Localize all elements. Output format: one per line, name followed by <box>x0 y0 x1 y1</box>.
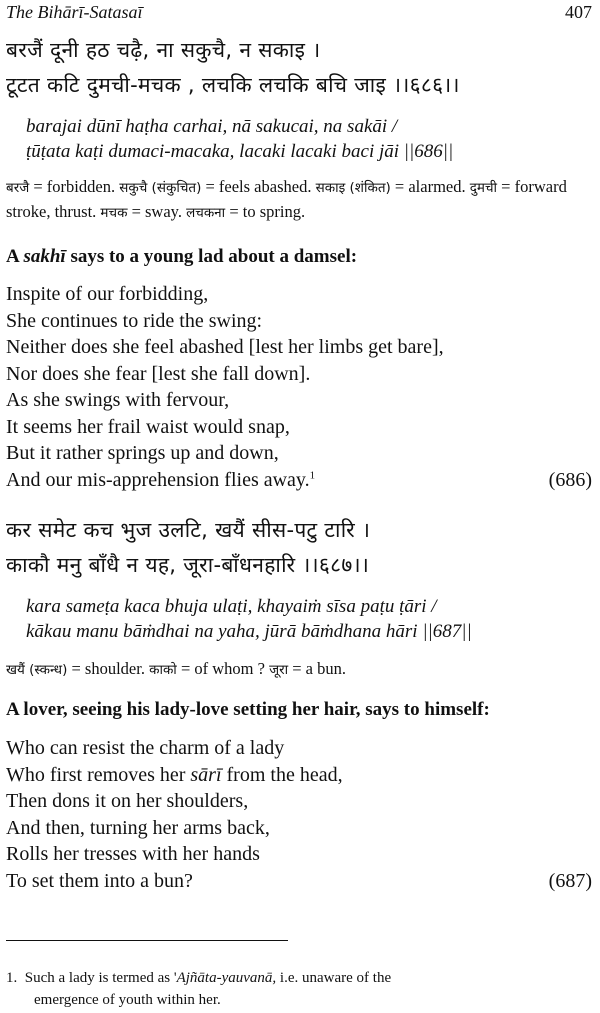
gloss-meaning: = forbidden. <box>29 177 120 196</box>
translit-line: barajai dūnī haṭha carhai, nā sakucai, na sakāi / <box>26 116 398 137</box>
gloss-term: दुमची <box>469 180 498 196</box>
poem-text: from the head, <box>221 763 343 786</box>
poem-line: Neither does she feel abashed [lest her limbs get bare], <box>6 336 444 358</box>
verse-number: (687) <box>548 869 592 892</box>
translit-line: kara sameṭa kaca bhuja ulaṭi, khayaiṁ sīsa paṭu ṭāri / <box>26 596 437 617</box>
gloss-term: काको <box>149 662 177 678</box>
heading-emphasis: sakhī <box>23 246 66 267</box>
poem-line: As she swings with fervour, <box>6 389 230 411</box>
poem-line <box>6 762 592 789</box>
poem-line: And then, turning her arms back, <box>6 816 270 839</box>
devanagari-line: कर समेट कच भुज उलटि, खयैं सीस-पटु टारि । <box>6 518 371 542</box>
verse-686-heading <box>6 244 592 270</box>
verse-687-devanagari <box>6 513 592 583</box>
gloss-term: जूरा <box>269 662 289 678</box>
poem-line: But it rather springs up and down, <box>6 442 279 464</box>
heading-text: A <box>6 246 24 267</box>
devanagari-line: काकौ मनु बाँधै न यह, जूरा-बाँधनहारि ।।६८७।। <box>6 553 370 577</box>
gloss-meaning: = to spring. <box>225 202 306 221</box>
verse-687-translation <box>6 735 592 894</box>
devanagari-line: बरजैं दूनी हठ चढ़ै, ना सकुचै, न सकाइ । <box>6 38 321 62</box>
page-number: 407 <box>565 2 592 22</box>
gloss-meaning: = alarmed. <box>390 177 470 196</box>
footnote-emphasis: Ajñāta-yauvanā, <box>176 970 277 986</box>
verse-686-devanagari <box>6 33 592 103</box>
verse-687-heading: A lover, seeing his lady-love setting her hair, says to himself: <box>6 699 490 720</box>
poem-line: Rolls her tresses with her hands <box>6 843 260 865</box>
gloss-meaning: = forward stroke, thrust. <box>6 177 567 221</box>
gloss-term: बरजै <box>6 180 30 196</box>
gloss-meaning: = feels abashed. <box>201 177 316 196</box>
gloss-meaning: = a bun. <box>288 659 346 678</box>
verse-686-glossary <box>6 175 592 225</box>
gloss-meaning: = of whom ? <box>176 659 270 678</box>
poem-line-text: To set them into a bun? <box>6 869 193 892</box>
verse-687-transliteration <box>26 594 592 644</box>
poem-emphasis: sārī <box>190 763 222 786</box>
translit-line: kākau manu bāṁdhai na yaha, jūrā bāṁdhana hāri ||687|| <box>26 621 472 642</box>
footnote-number: 1. <box>6 970 18 986</box>
running-title: The Bihārī-Satasaī <box>6 2 143 22</box>
gloss-term: खयैं (स्कन्ध) <box>6 662 68 678</box>
devanagari-line: टूटत कटि दुमची-मचक , लचकि लचकि बचि जाइ ।।६८६।। <box>6 73 460 97</box>
poem-text: Who first removes her <box>6 763 191 786</box>
poem-line: It seems her frail waist would snap, <box>6 415 290 438</box>
footnote-text: Such a lady is termed as ' <box>24 970 177 986</box>
footnote-line: emergence of youth within her. <box>34 992 221 1008</box>
footnote-text: i.e. unaware of the <box>276 970 392 986</box>
translit-line: ṭūṭata kaṭi dumaci-macaka, lacaki lacaki baci jāi ||686|| <box>26 141 454 162</box>
poem-line-last <box>6 868 592 895</box>
footnote-divider <box>6 940 288 941</box>
poem-line: Then dons it on her shoulders, <box>6 790 249 812</box>
gloss-term: सकाइ (शंकित) <box>315 180 391 196</box>
heading-text: says to a young lad about a damsel: <box>65 246 358 267</box>
poem-line-last <box>6 467 592 494</box>
footnote-line <box>6 967 592 989</box>
gloss-term: सकुचै (संकुचित) <box>119 180 202 196</box>
gloss-term: लचकना <box>186 205 226 221</box>
gloss-meaning: = shoulder. <box>67 659 150 678</box>
verse-number: (686) <box>548 468 592 491</box>
verse-687-glossary <box>6 657 592 682</box>
running-header <box>6 2 592 24</box>
gloss-meaning: = sway. <box>127 202 187 221</box>
poem-line: Inspite of our forbidding, <box>6 283 209 305</box>
footnote-reference[interactable]: 1 <box>309 468 316 481</box>
poem-line: Who can resist the charm of a lady <box>6 737 285 759</box>
poem-line: Nor does she fear [lest she fall down]. <box>6 362 311 385</box>
footnote <box>6 967 592 1011</box>
verse-686-translation <box>6 281 592 493</box>
poem-line: She continues to ride the swing: <box>6 309 263 332</box>
gloss-term: मचक <box>100 205 128 221</box>
poem-line-text: And our mis-apprehension flies away. <box>6 468 310 491</box>
verse-686-transliteration <box>26 114 592 164</box>
